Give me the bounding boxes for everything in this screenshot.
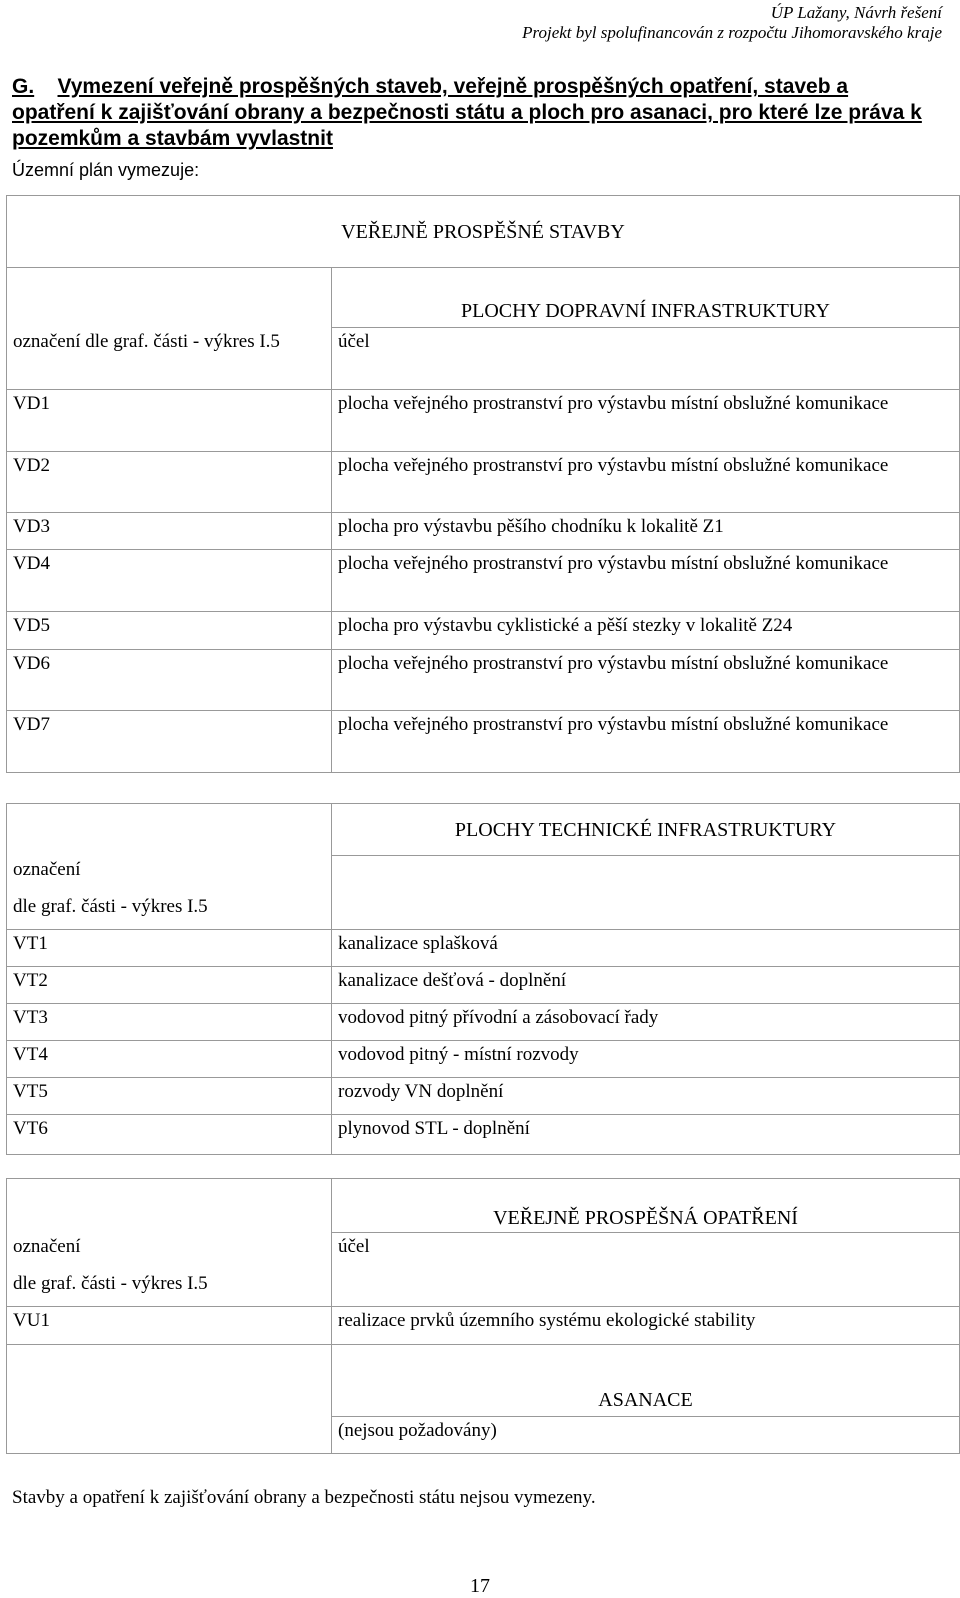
table-row [7, 452, 960, 513]
row-purpose: plynovod STL - doplnění [332, 1115, 960, 1155]
row-purpose: plocha pro výstavbu cyklistické a pěší stezky v lokalitě Z24 [332, 612, 960, 650]
table-row [7, 1004, 960, 1041]
section-number: G. [12, 75, 35, 98]
dopravni-col-purpose-header: účel [332, 328, 960, 390]
row-purpose: plocha pro výstavbu pěšího chodníku k lokalitě Z1 [332, 513, 960, 550]
vpo-col-purpose-header: účel [332, 1233, 960, 1270]
defense-note: Stavby a opatření k zajišťování obrany a bezpečnosti státu nejsou vymezeny. [12, 1487, 596, 1508]
table-row [7, 612, 960, 650]
vps-heading: VEŘEJNĚ PROSPĚŠNÉ STAVBY [7, 196, 960, 268]
vpo-col-code-header-2: dle graf. části - výkres I.5 [7, 1270, 332, 1307]
row-purpose: rozvody VN doplnění [332, 1078, 960, 1115]
row-code: VD4 [7, 550, 332, 612]
row-purpose: realizace prvků územního systému ekologické stability [332, 1307, 960, 1345]
header-funding-note: Projekt byl spolufinancován z rozpočtu Jihomoravského kraje [522, 23, 942, 42]
row-purpose: vodovod pitný - místní rozvody [332, 1041, 960, 1078]
technicke-heading: PLOCHY TECHNICKÉ INFRASTRUKTURY [332, 804, 960, 856]
row-purpose: plocha veřejného prostranství pro výstavbu místní obslužné komunikace [332, 452, 960, 513]
row-code: VD5 [7, 612, 332, 650]
row-purpose: plocha veřejného prostranství pro výstavbu místní obslužné komunikace [332, 390, 960, 452]
vpo-heading: VEŘEJNĚ PROSPĚŠNÁ OPATŘENÍ [332, 1179, 960, 1233]
table-row [7, 1115, 960, 1155]
header-doc-title: ÚP Lažany, Návrh řešení [770, 3, 942, 22]
table-technicke [6, 803, 960, 1155]
row-code: VT1 [7, 930, 332, 967]
table-dopravni [6, 195, 960, 773]
row-purpose: plocha veřejného prostranství pro výstavbu místní obslužné komunikace [332, 550, 960, 612]
row-code: VD6 [7, 650, 332, 711]
table-row [7, 550, 960, 612]
row-code: VD3 [7, 513, 332, 550]
table-vpo [6, 1178, 960, 1345]
section-title [12, 74, 932, 152]
asanace-heading: ASANACE [332, 1345, 960, 1417]
row-code: VT5 [7, 1078, 332, 1115]
section-title-text: Vymezení veřejně prospěšných staveb, veřejně prospěšných opatření, staveb a opatření k zajišťování obrany a bezpečnosti státu a ploch pro asanaci, pro které lze práva k pozemkům a stavbám vyvlastnit [12, 75, 922, 150]
dopravni-col-code-header: označení dle graf. části - výkres I.5 [7, 328, 332, 390]
table-row [7, 650, 960, 711]
row-purpose: plocha veřejného prostranství pro výstavbu místní obslužné komunikace [332, 650, 960, 711]
row-code: VT6 [7, 1115, 332, 1155]
row-code: VD1 [7, 390, 332, 452]
row-code: VD7 [7, 711, 332, 773]
row-code: VD2 [7, 452, 332, 513]
row-code: VT3 [7, 1004, 332, 1041]
row-purpose: kanalizace dešťová - doplnění [332, 967, 960, 1004]
asanace-note: (nejsou požadovány) [332, 1417, 960, 1454]
dopravni-heading: PLOCHY DOPRAVNÍ INFRASTRUKTURY [332, 268, 960, 328]
row-purpose: plocha veřejného prostranství pro výstavbu místní obslužné komunikace [332, 711, 960, 773]
technicke-col-code-header-1: označení [7, 856, 332, 893]
row-purpose: vodovod pitný přívodní a zásobovací řady [332, 1004, 960, 1041]
table-row [7, 711, 960, 773]
page-number: 17 [470, 1575, 490, 1597]
vpo-col-code-header-1: označení [7, 1233, 332, 1270]
table-row [7, 1078, 960, 1115]
table-row [7, 1041, 960, 1078]
row-code: VU1 [7, 1307, 332, 1345]
table-row [7, 390, 960, 452]
technicke-col-code-header-2: dle graf. části - výkres I.5 [7, 893, 332, 930]
table-row [7, 1307, 960, 1345]
table-row [7, 513, 960, 550]
row-purpose: kanalizace splašková [332, 930, 960, 967]
row-code: VT4 [7, 1041, 332, 1078]
table-asanace [6, 1344, 960, 1454]
row-code: VT2 [7, 967, 332, 1004]
table-row [7, 967, 960, 1004]
intro-text: Územní plán vymezuje: [12, 160, 200, 180]
table-row [7, 930, 960, 967]
